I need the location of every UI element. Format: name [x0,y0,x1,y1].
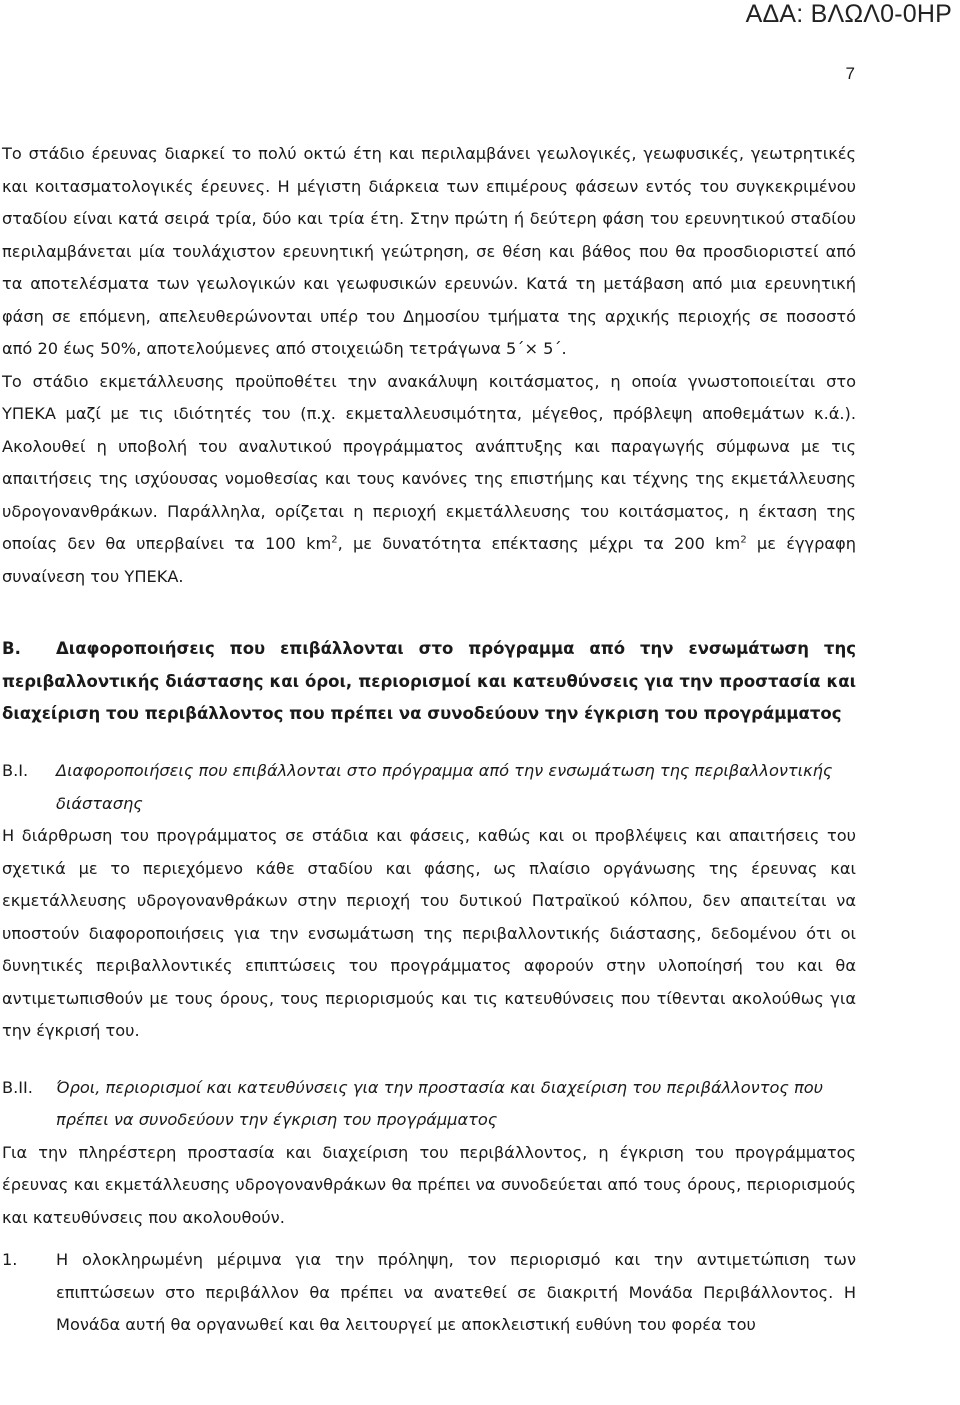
list-item-number: 1. [2,1250,18,1270]
subsection-b2-number: Β.ΙΙ. [2,1077,33,1097]
subsection-b1-title: Διαφοροποιήσεις που επιβάλλονται στο πρόγραμμα από την ενσωμάτωση της περιβαλλοντικής διάστασης [56,761,833,813]
p2-text-3: με έγγραφη συναίνεση του ΥΠΕΚΑ. [2,534,856,586]
subsection-b1-body: Η διάρθρωση του προγράμματος σε στάδια και φάσεις, καθώς και οι προβλέψεις και απαιτήσεις του σχετικά με το περιεχόμενο κάθε σταδίου και φάσης, ως πλαίσιο οργάνωσης της έρευνας και εκμετάλλευσης υδρογονανθράκων στην περιοχή του δυτικού Πατραϊκού κόλπου, δεν απαιτείται να υποστούν διαφοροποιήσεις για την ενσωμάτωση της περιβαλλοντικής διάστασης, δεδομένου ότι οι δυνητικές περιβαλλοντικές επιπτώσεις του προγράμματος αφορούν στην υλοποίησή του και θα αντιμετωπισθούν με τους όρους, τους περιορισμούς και τις κατευθύνσεις που τίθενται ακολούθως για την έγκρισή του. [2,826,856,1041]
paragraph-exploration-stage: Το στάδιο έρευνας διαρκεί το πολύ οκτώ έτη και περιλαμβάνει γεωλογικές, γεωφυσικές, γεωτρητικές και κοιτασματολογικές έρευνες. Η μέγιστη διάρκεια των επιμέρους φάσεων εντός του συγκεκριμένου σταδίου είναι κατά σειρά τρία, δύο και τρία έτη. Στην πρώτη ή δεύτερη φάση του ερευνητικού σταδίου περιλαμβάνεται μία τουλάχιστον ερευνητική γεώτρηση, σε θέση και βάθος που θα προσδιοριστεί από τα αποτελέσματα των γεωλογικών και γεωφυσικών ερευνών. Κατά τη μετάβαση από μια ερευνητική φάση σε επόμενη, απελευθερώνονται υπέρ του Δημοσίου τμήματα της αρχικής περιοχής σε ποσοστό από 20 έως 50%, αποτελούμενες από στοιχειώδη τετράγωνα 5΄× 5΄. [2,144,856,358]
subsection-b1-heading [2,755,856,820]
p2-text-2: , με δυνατότητα επέκτασης μέχρι τα 200 km [337,534,741,553]
p2-superscript-2: 2 [740,534,747,546]
list-item [2,1244,856,1342]
subsection-b2-heading [2,1072,856,1137]
subsection-b2-title: Όροι, περιορισμοί και κατευθύνσεις για την προστασία και διαχείριση του περιβάλλοντος που πρέπει να συνοδεύουν την έγκριση του προγράμματος [56,1077,824,1130]
ada-code: ΑΔΑ: ΒΛΩΛ0-0ΗΡ [745,0,952,28]
list-item-text: Η ολοκληρωμένη μέριμνα για την πρόληψη, τον περιορισμό και την αντιμετώπιση των επιπτώσεων στο περιβάλλον θα πρέπει να ανατεθεί σε διακριτή Μονάδα Περιβάλλοντος. Η Μονάδα αυτή θα οργανωθεί και θα λειτουργεί με αποκλειστική ευθύνη του φορέα του [56,1250,856,1335]
p2-superscript-1: 2 [331,534,338,546]
document-body [2,138,856,1342]
paragraph-exploitation-stage [2,366,856,594]
subsection-b1-number: Β.Ι. [2,761,29,781]
section-b-title: Διαφοροποιήσεις που επιβάλλονται στο πρόγραμμα από την ενσωμάτωση της περιβαλλοντικής διάστασης και όροι, περιορισμοί και κατευθύνσεις για την προστασία και διαχείριση του περιβάλλοντος που πρέπει να συνοδεύουν την έγκριση του προγράμματος [2,639,856,724]
section-b-heading [2,633,856,731]
section-b-letter: Β. [2,639,21,658]
page-number: 7 [845,64,855,83]
p2-text-1: Το στάδιο εκμετάλλευσης προϋποθέτει την ανακάλυψη κοιτάσματος, η οποία γνωστοποιείται στο ΥΠΕΚΑ μαζί με τις ιδιότητές του (π.χ. εκμεταλλευσιμότητα, μέγεθος, πρόβλεψη αποθεμάτων κ.ά.). Ακολουθεί η υποβολή του αναλυτικού προγράμματος ανάπτυξης και παραγωγής σύμφωνα με τις απαιτήσεις της ισχύουσας νομοθεσίας και τους κανόνες της επιστήμης και τέχνης της εκμετάλλευσης υδρογονανθράκων. Παράλληλα, ορίζεται η περιοχή εκμετάλλευσης του κοιτάσματος, η έκταση της οποίας δεν θα υπερβαίνει τα 100 km [2,371,856,553]
subsection-b2-body: Για την πληρέστερη προστασία και διαχείριση του περιβάλλοντος, η έγκριση του προγράμματος έρευνας και εκμετάλλευσης υδρογονανθράκων θα πρέπει να συνοδεύεται από τους όρους, περιορισμούς και κατευθύνσεις που ακολουθούν. [2,1142,856,1227]
